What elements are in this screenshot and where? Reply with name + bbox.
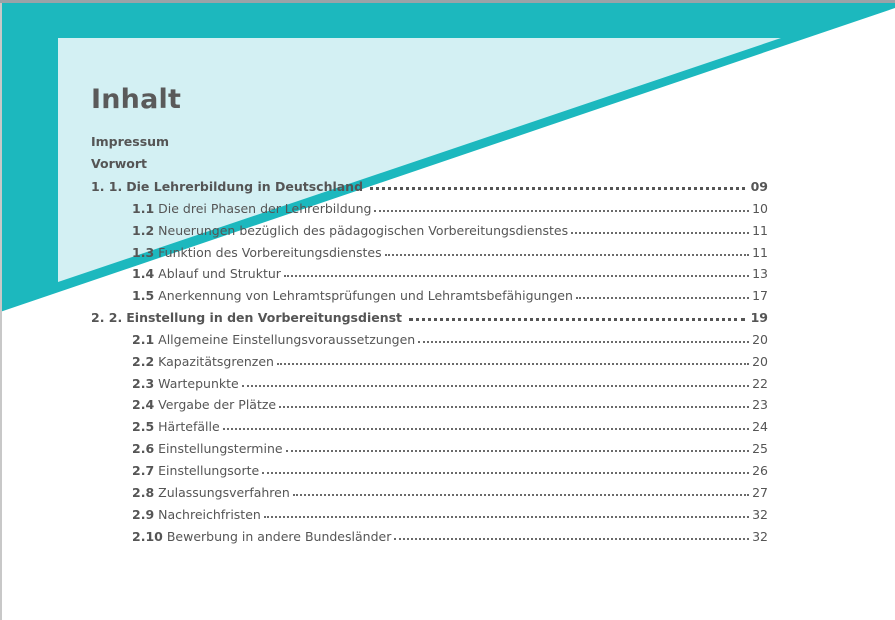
toc-page-number: 11 — [752, 245, 768, 260]
toc-page-number: 23 — [752, 397, 768, 412]
toc-section-1-5[interactable] — [132, 283, 768, 303]
toc-section-2-10[interactable] — [132, 524, 768, 544]
toc-dot-leader — [576, 297, 749, 299]
toc-page-number: 17 — [752, 288, 768, 303]
toc-section-label: Wartepunkte — [158, 376, 239, 391]
toc-section-1-2[interactable] — [132, 218, 768, 238]
toc-page-number: 24 — [752, 419, 768, 434]
toc-section-2-6[interactable] — [132, 436, 768, 456]
toc-page-number: 09 — [750, 179, 768, 194]
toc-section-2-4[interactable] — [132, 392, 768, 412]
toc-page-number: 27 — [752, 485, 768, 500]
toc-section-2-1[interactable] — [132, 327, 768, 347]
page-left-edge — [0, 3, 2, 620]
toc-section-number: 2.1 — [132, 332, 155, 347]
toc-dot-leader — [293, 494, 749, 496]
toc-section-label: Einstellungsorte — [158, 463, 260, 478]
toc-section-label: Ablauf und Struktur — [158, 266, 281, 281]
toc-section-2-2[interactable] — [132, 349, 768, 369]
toc-page-number: 20 — [752, 332, 768, 347]
toc-section-1-4[interactable] — [132, 261, 768, 281]
toc-section-2-3[interactable] — [132, 371, 768, 391]
toc-section-label: Funktion des Vorbereitungsdienstes — [158, 245, 382, 260]
toc-dot-leader — [394, 538, 749, 540]
toc-section-2-9[interactable] — [132, 502, 768, 522]
toc-dot-leader — [223, 428, 749, 430]
toc-dot-leader — [571, 232, 749, 234]
toc-section-number: 2.3 — [132, 376, 155, 391]
toc-page-number: 25 — [752, 441, 768, 456]
toc-dot-leader — [284, 275, 749, 277]
toc-dot-leader — [242, 385, 749, 387]
toc-section-number: 2.2 — [132, 354, 155, 369]
toc-entry-vorwort[interactable] — [91, 151, 781, 171]
toc-entry-label: Impressum — [91, 134, 170, 149]
toc-chapter-number: 1. 1. — [91, 179, 123, 194]
toc-page-number: 11 — [752, 223, 768, 238]
toc-page-number: 13 — [752, 266, 768, 281]
toc-section-label: Einstellungstermine — [158, 441, 283, 456]
toc-section-label: Bewerbung in andere Bundesländer — [166, 529, 392, 544]
toc-dot-leader — [385, 254, 749, 256]
toc-section-number: 1.1 — [132, 201, 155, 216]
toc-section-label: Vergabe der Plätze — [158, 397, 277, 412]
toc-dot-leader — [374, 210, 749, 212]
toc-section-number: 1.3 — [132, 245, 155, 260]
toc-section-number: 2.5 — [132, 419, 155, 434]
toc-dot-leader — [418, 341, 749, 343]
toc-section-number: 2.6 — [132, 441, 155, 456]
toc-chapter-label: Einstellung in den Vorbereitungsdienst — [126, 310, 403, 325]
toc-section-label: Anerkennung von Lehramtsprüfungen und Lehramtsbefähigungen — [158, 288, 573, 303]
toc-section-label: Allgemeine Einstellungsvoraussetzungen — [158, 332, 416, 347]
toc-dot-leader — [262, 472, 749, 474]
toc-chapter-2[interactable] — [91, 305, 768, 325]
toc-page-number: 26 — [752, 463, 768, 478]
toc-section-label: Härtefälle — [158, 419, 220, 434]
toc-section-number: 1.4 — [132, 266, 155, 281]
toc-dot-leader — [277, 363, 749, 365]
toc-page-number: 22 — [752, 376, 768, 391]
toc-dot-leader — [279, 406, 749, 408]
toc-section-label: Neuerungen bezüglich des pädagogischen Vorbereitungsdienstes — [158, 223, 569, 238]
toc-section-number: 2.7 — [132, 463, 155, 478]
toc-dot-leader — [286, 450, 749, 452]
toc-section-number: 2.4 — [132, 397, 155, 412]
toc-section-label: Kapazitätsgrenzen — [158, 354, 274, 369]
toc-dot-leader — [370, 187, 745, 190]
toc-section-number: 1.2 — [132, 223, 155, 238]
toc-dot-leader — [409, 318, 745, 321]
toc-page-number: 32 — [752, 529, 768, 544]
toc-section-2-8[interactable] — [132, 480, 768, 500]
toc-section-number: 1.5 — [132, 288, 155, 303]
toc-page-number: 19 — [750, 310, 768, 325]
toc-section-label: Die drei Phasen der Lehrerbildung — [158, 201, 372, 216]
page-title: Inhalt — [91, 84, 182, 115]
toc-section-number: 2.8 — [132, 485, 155, 500]
toc-page-number: 10 — [752, 201, 768, 216]
toc-entry-label: Vorwort — [91, 156, 148, 171]
toc-section-1-1[interactable] — [132, 196, 768, 216]
toc-section-2-7[interactable] — [132, 458, 768, 478]
toc-page-number: 32 — [752, 507, 768, 522]
toc-dot-leader — [264, 516, 749, 518]
toc-entry-impressum[interactable] — [91, 129, 781, 149]
toc-section-1-3[interactable] — [132, 240, 768, 260]
toc-section-label: Zulassungsverfahren — [158, 485, 290, 500]
toc-section-number: 2.9 — [132, 507, 155, 522]
toc-section-label: Nachreichfristen — [158, 507, 261, 522]
toc-section-2-5[interactable] — [132, 414, 768, 434]
toc-chapter-number: 2. 2. — [91, 310, 123, 325]
toc-chapter-1[interactable] — [91, 174, 768, 194]
toc-chapter-label: Die Lehrerbildung in Deutschland — [126, 179, 364, 194]
toc-page-number: 20 — [752, 354, 768, 369]
toc-section-number: 2.10 — [132, 529, 163, 544]
